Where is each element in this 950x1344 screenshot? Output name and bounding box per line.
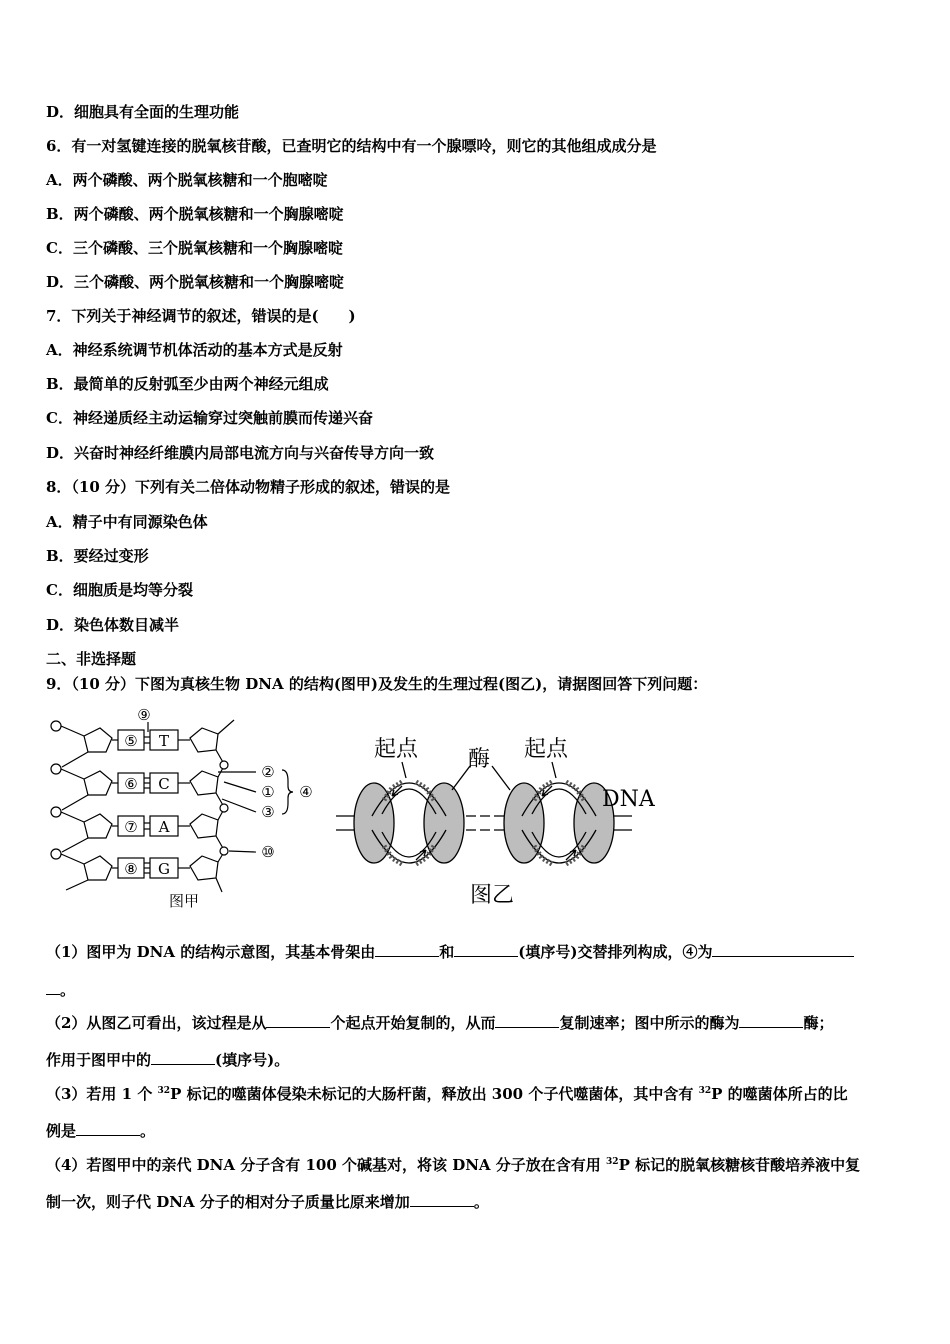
blank-3a[interactable] <box>76 1121 140 1136</box>
q6-stem: 6．有一对氢键连接的脱氧核苷酸，已查明它的结构中有一个腺嘌呤，则它的其他组成成分是 <box>46 137 657 155</box>
blank-1c-cont[interactable] <box>46 980 60 995</box>
blank-2a[interactable] <box>266 1013 330 1028</box>
base-label-5: ⑤ <box>124 732 138 750</box>
q7-option-b: B．最简单的反射弧至少由两个神经元组成 <box>46 375 329 393</box>
blank-1a[interactable] <box>375 942 439 957</box>
label-4: ④ <box>299 783 313 801</box>
label-3: ③ <box>261 803 275 821</box>
base-label-7: ⑦ <box>124 818 138 836</box>
figure-yi-caption: 图乙 <box>470 883 515 908</box>
q9-part4-cont: 制一次，则子代 DNA 分子的相对分子质量比原来增加 。 <box>46 1193 489 1211</box>
q9-part1-cont: 。 <box>46 980 75 1000</box>
figure-jia-dna-structure <box>44 704 324 914</box>
blank-2b[interactable] <box>495 1013 559 1028</box>
q9-part2: （2）从图乙可看出，该过程是从 个起点开始复制的，从而 复制速率；图中所示的酶为 酶； <box>46 1014 834 1032</box>
blank-1c[interactable] <box>712 942 854 957</box>
base-g: G <box>158 860 170 878</box>
label-1: ① <box>261 783 275 801</box>
q7-stem: 7．下列关于神经调节的叙述，错误的是( ) <box>46 307 356 325</box>
q8-option-a: A．精子中有同源染色体 <box>46 513 208 531</box>
q7-option-a: A．神经系统调节机体活动的基本方式是反射 <box>46 341 343 359</box>
label-origin-right: 起点 <box>524 737 569 762</box>
blank-2c[interactable] <box>739 1013 803 1028</box>
base-t: T <box>158 732 170 750</box>
q7-option-d: D．兴奋时神经纤维膜内局部电流方向与兴奋传导方向一致 <box>46 444 435 462</box>
q8-option-b: B．要经过变形 <box>46 547 149 565</box>
q6-option-d: D．三个磷酸、两个脱氧核糖和一个胸腺嘧啶 <box>46 273 345 291</box>
blank-1b[interactable] <box>454 942 518 957</box>
label-9: ⑨ <box>137 706 151 724</box>
label-origin-left: 起点 <box>374 737 419 762</box>
q9-stem: 9．（10 分）下图为真核生物 DNA 的结构(图甲)及发生的生理过程(图乙)，请据图回答下列问题： <box>46 675 708 693</box>
base-label-6: ⑥ <box>124 775 138 793</box>
q7-option-c: C．神经递质经主动运输穿过突触前膜而传递兴奋 <box>46 409 373 427</box>
q9-part4: （4）若图甲中的亲代 DNA 分子含有 100 个碱基对，将该 DNA 分子放在含有用 $^{32}$P 标记的脱氧核糖核苷酸培养液中复 <box>46 1156 861 1174</box>
figure-yi-replication <box>332 730 662 912</box>
blank-4a[interactable] <box>410 1192 474 1207</box>
section-heading: 二、非选择题 <box>46 650 137 668</box>
q9-part2-cont: 作用于图甲中的 (填序号)。 <box>46 1051 290 1069</box>
blank-2d[interactable] <box>151 1050 215 1065</box>
label-enzyme: 酶 <box>468 747 491 772</box>
q6-option-a: A．两个磷酸、两个脱氧核糖和一个胞嘧啶 <box>46 171 328 189</box>
label-2: ② <box>261 763 275 781</box>
q8-option-d: D．染色体数目减半 <box>46 616 180 634</box>
label-dna: DNA <box>602 787 655 812</box>
figure-jia-caption: 图甲 <box>168 892 200 910</box>
q9-part1: （1）图甲为 DNA 的结构示意图，其基本骨架由 和 (填序号)交替排列构成，④为 <box>46 942 854 962</box>
base-a: A <box>158 818 170 836</box>
q9-part3: （3）若用 1 个 $^{32}$P 标记的噬菌体侵染未标记的大肠杆菌，释放出 300 个子代噬菌体，其中含有 $^{32}$P 的噬菌体所占的比 <box>46 1085 848 1103</box>
q9-part3-cont: 例是 。 <box>46 1122 156 1140</box>
label-10: ⑩ <box>261 843 275 861</box>
q6-option-b: B．两个磷酸、两个脱氧核糖和一个胸腺嘧啶 <box>46 205 344 223</box>
base-label-8: ⑧ <box>124 860 138 878</box>
q8-stem: 8．（10 分）下列有关二倍体动物精子形成的叙述，错误的是 <box>46 478 451 496</box>
q6-option-c: C．三个磷酸、三个脱氧核糖和一个胸腺嘧啶 <box>46 239 343 257</box>
base-c: C <box>158 775 170 793</box>
q8-option-c: C．细胞质是均等分裂 <box>46 581 193 599</box>
q5-option-d: D．细胞具有全面的生理功能 <box>46 103 240 121</box>
